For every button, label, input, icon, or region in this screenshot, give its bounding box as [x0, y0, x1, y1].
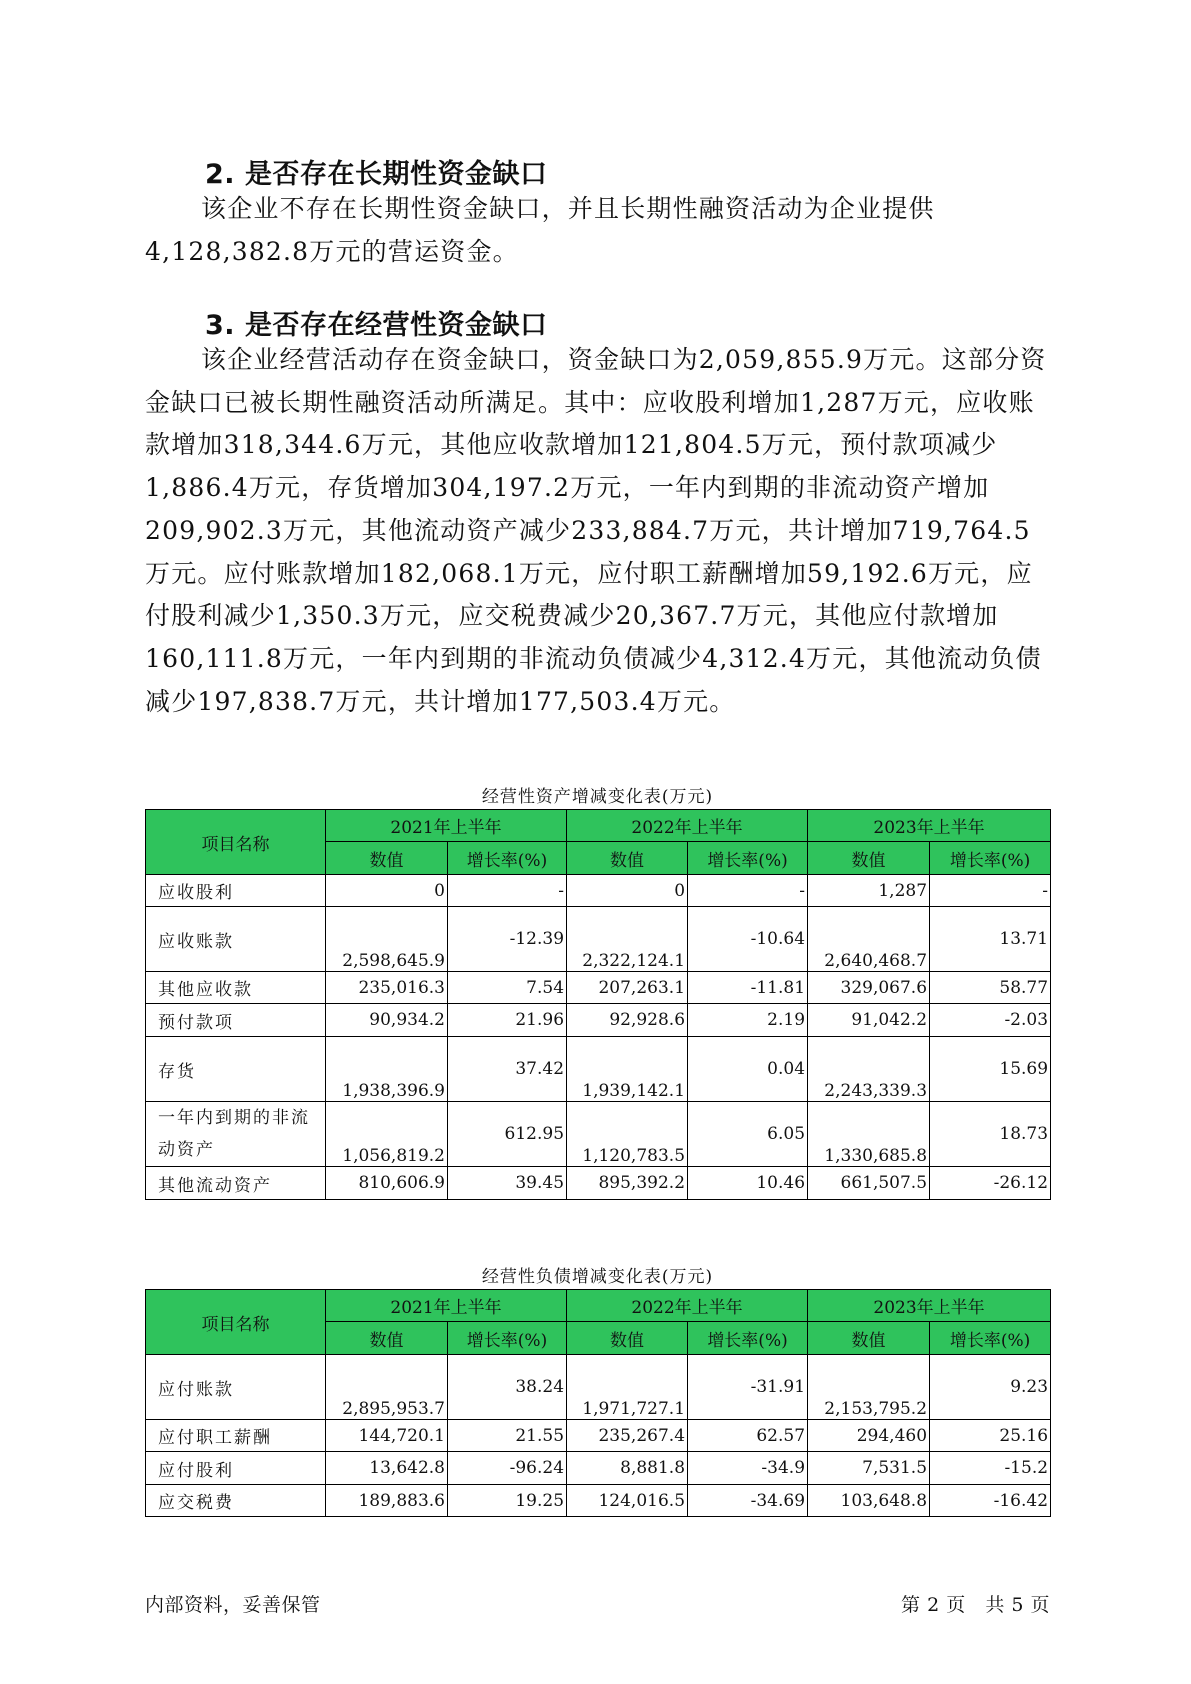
- cell-rate: -11.81: [688, 972, 808, 1004]
- cell-value: 144,720.1: [326, 1420, 448, 1452]
- cell-rate: 6.05: [688, 1102, 808, 1167]
- cell-rate: 62.57: [688, 1420, 808, 1452]
- cell-rate: 37.42: [448, 1037, 567, 1102]
- header-period-2021: 2021年上半年: [326, 1290, 567, 1322]
- cell-value: 2,895,953.7: [326, 1355, 448, 1420]
- footer-confidential-note: 内部资料，妥善保管: [145, 1594, 321, 1616]
- cell-value: 13,642.8: [326, 1452, 448, 1485]
- table-operating-liabilities: [145, 1289, 1051, 1517]
- row-label: 预付款项: [146, 1004, 326, 1037]
- cell-rate: -34.9: [688, 1452, 808, 1485]
- cell-value: 1,056,819.2: [326, 1102, 448, 1167]
- header-period-2022: 2022年上半年: [567, 1290, 808, 1322]
- cell-value: 1,287: [808, 875, 930, 907]
- cell-value: 661,507.5: [808, 1167, 930, 1200]
- row-label: 应付账款: [146, 1355, 326, 1420]
- cell-rate: -31.91: [688, 1355, 808, 1420]
- cell-value: 235,267.4: [567, 1420, 688, 1452]
- cell-value: 207,263.1: [567, 972, 688, 1004]
- cell-value: 92,928.6: [567, 1004, 688, 1037]
- row-label: 一年内到期的非流动资产: [146, 1102, 326, 1167]
- cell-value: 90,934.2: [326, 1004, 448, 1037]
- header-period-2022: 2022年上半年: [567, 810, 808, 842]
- cell-value: 8,881.8: [567, 1452, 688, 1485]
- paragraph-long-term-gap: 该企业不存在长期性资金缺口，并且长期性融资活动为企业提供4,128,382.8万元的营运资金。: [145, 194, 935, 266]
- cell-value: 124,016.5: [567, 1485, 688, 1517]
- header-rate: 增长率(%): [448, 1322, 567, 1355]
- cell-value: 7,531.5: [808, 1452, 930, 1485]
- cell-value: 2,640,468.7: [808, 907, 930, 972]
- cell-rate: -96.24: [448, 1452, 567, 1485]
- cell-value: 0: [567, 875, 688, 907]
- header-rate: 增长率(%): [688, 1322, 808, 1355]
- cell-value: 235,016.3: [326, 972, 448, 1004]
- cell-rate: 2.19: [688, 1004, 808, 1037]
- cell-rate: 612.95: [448, 1102, 567, 1167]
- cell-value: 2,243,339.3: [808, 1037, 930, 1102]
- table-row: [146, 907, 1051, 972]
- row-label: 应交税费: [146, 1485, 326, 1517]
- cell-value: 0: [326, 875, 448, 907]
- table-row: [146, 1452, 1051, 1485]
- cell-value: 294,460: [808, 1420, 930, 1452]
- cell-rate: 13.71: [930, 907, 1051, 972]
- table-caption-assets: 经营性资产增减变化表(万元): [481, 787, 714, 807]
- cell-value: 2,322,124.1: [567, 907, 688, 972]
- table-row: [146, 972, 1051, 1004]
- table-row: [146, 1004, 1051, 1037]
- header-value: 数值: [808, 842, 930, 875]
- table-row: [146, 1102, 1051, 1167]
- cell-rate: 15.69: [930, 1037, 1051, 1102]
- cell-rate: -10.64: [688, 907, 808, 972]
- table-row: [146, 1420, 1051, 1452]
- header-value: 数值: [326, 1322, 448, 1355]
- cell-rate: -: [688, 875, 808, 907]
- table-row: [146, 1485, 1051, 1517]
- cell-rate: 39.45: [448, 1167, 567, 1200]
- cell-value: 1,939,142.1: [567, 1037, 688, 1102]
- cell-value: 189,883.6: [326, 1485, 448, 1517]
- cell-rate: 0.04: [688, 1037, 808, 1102]
- header-rate: 增长率(%): [688, 842, 808, 875]
- cell-value: 1,938,396.9: [326, 1037, 448, 1102]
- header-value: 数值: [567, 842, 688, 875]
- header-value: 数值: [567, 1322, 688, 1355]
- cell-rate: -34.69: [688, 1485, 808, 1517]
- cell-value: 1,971,727.1: [567, 1355, 688, 1420]
- header-rate: 增长率(%): [448, 842, 567, 875]
- cell-value: 2,153,795.2: [808, 1355, 930, 1420]
- header-rate: 增长率(%): [930, 842, 1051, 875]
- cell-value: 2,598,645.9: [326, 907, 448, 972]
- paragraph-operating-gap: 该企业经营活动存在资金缺口，资金缺口为2,059,855.9万元。这部分资金缺口已被长期性融资活动所满足。其中：应收股利增加1,287万元，应收账款增加318,344.6万元，其他应收款增加121,804.5万元，预付款项减少1,886.4万元，存货增加304,197.2万元，一年内到期的非流动资产增加209,902.3万元，其他流动资产减少233,884.7万元，共计增加719,764.5万元。应付账款增加182,068.1万元，应付职工薪酬增加59,192.6万元，应付股利减少1,350.3万元，应交税费减少20,367.7万元，其他应付款增加160,111.8万元，一年内到期的非流动负债减少4,312.4万元，其他流动负债减少197,838.7万元，共计增加177,503.4万元。: [145, 345, 1047, 716]
- cell-rate: 58.77: [930, 972, 1051, 1004]
- cell-rate: 21.96: [448, 1004, 567, 1037]
- row-label: 存货: [146, 1037, 326, 1102]
- cell-rate: 9.23: [930, 1355, 1051, 1420]
- header-value: 数值: [326, 842, 448, 875]
- cell-rate: 38.24: [448, 1355, 567, 1420]
- section-heading-operating-gap: 3. 是否存在经营性资金缺口: [205, 310, 548, 341]
- cell-rate: -12.39: [448, 907, 567, 972]
- cell-rate: 7.54: [448, 972, 567, 1004]
- cell-rate: -26.12: [930, 1167, 1051, 1200]
- cell-rate: 18.73: [930, 1102, 1051, 1167]
- row-label: 其他应收款: [146, 972, 326, 1004]
- cell-rate: 10.46: [688, 1167, 808, 1200]
- cell-rate: 25.16: [930, 1420, 1051, 1452]
- cell-value: 810,606.9: [326, 1167, 448, 1200]
- table-row: [146, 875, 1051, 907]
- cell-rate: -15.2: [930, 1452, 1051, 1485]
- cell-value: 91,042.2: [808, 1004, 930, 1037]
- cell-rate: -: [930, 875, 1051, 907]
- row-label: 应收股利: [146, 875, 326, 907]
- cell-value: 895,392.2: [567, 1167, 688, 1200]
- table-row: [146, 1355, 1051, 1420]
- table-operating-assets: [145, 809, 1051, 1200]
- cell-value: 103,648.8: [808, 1485, 930, 1517]
- header-period-2023: 2023年上半年: [808, 810, 1051, 842]
- header-period-2021: 2021年上半年: [326, 810, 567, 842]
- cell-rate: 21.55: [448, 1420, 567, 1452]
- header-rate: 增长率(%): [930, 1322, 1051, 1355]
- cell-rate: -: [448, 875, 567, 907]
- cell-value: 1,330,685.8: [808, 1102, 930, 1167]
- header-period-2023: 2023年上半年: [808, 1290, 1051, 1322]
- header-value: 数值: [808, 1322, 930, 1355]
- row-label: 应付股利: [146, 1452, 326, 1485]
- table-row: [146, 1167, 1051, 1200]
- section-heading-long-term-gap: 2. 是否存在长期性资金缺口: [205, 159, 548, 190]
- row-label: 其他流动资产: [146, 1167, 326, 1200]
- footer-page-number: 第 2 页 共 5 页: [901, 1594, 1050, 1616]
- table-row: [146, 1037, 1051, 1102]
- table-caption-liabilities: 经营性负债增减变化表(万元): [481, 1267, 714, 1287]
- cell-rate: -16.42: [930, 1485, 1051, 1517]
- cell-rate: 19.25: [448, 1485, 567, 1517]
- cell-value: 1,120,783.5: [567, 1102, 688, 1167]
- row-label: 应付职工薪酬: [146, 1420, 326, 1452]
- cell-value: 329,067.6: [808, 972, 930, 1004]
- row-label: 应收账款: [146, 907, 326, 972]
- header-item-name: 项目名称: [146, 810, 326, 875]
- header-item-name: 项目名称: [146, 1290, 326, 1355]
- cell-rate: -2.03: [930, 1004, 1051, 1037]
